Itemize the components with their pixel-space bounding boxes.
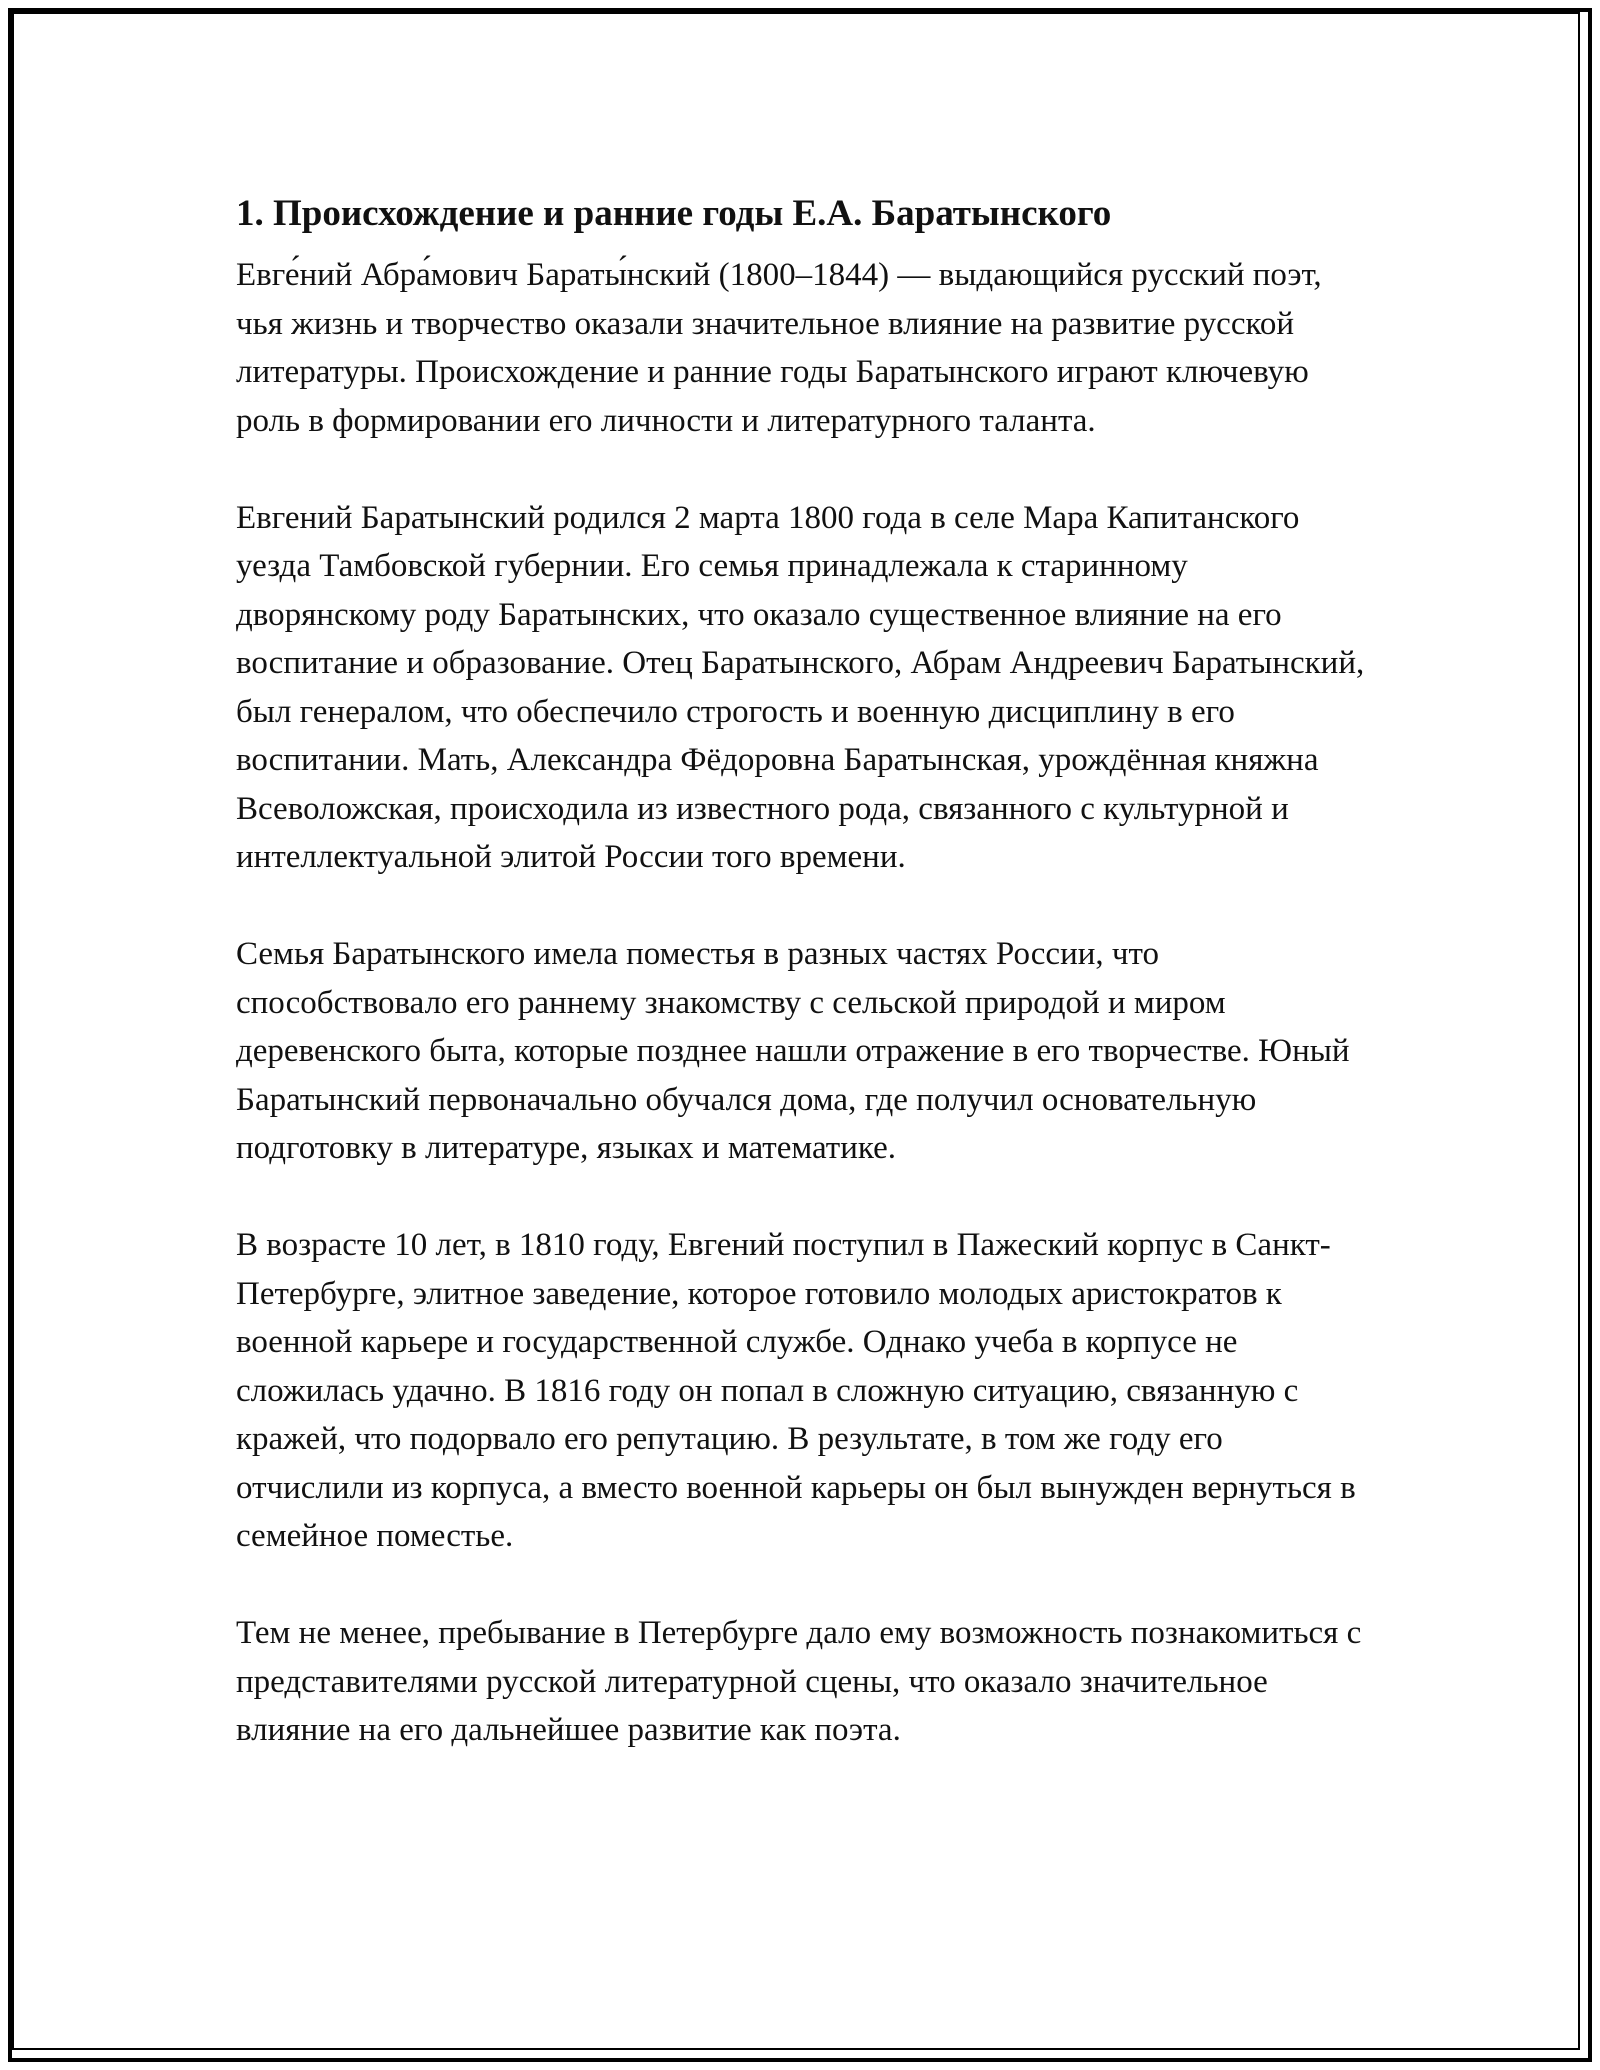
paragraph-intro: Евге́ний Абра́мович Бараты́нский (1800–1844) — выдающийся русский поэт, чья жизнь и творчество оказали значительное влияние на развитие русской литературы. Происхождение и ранние годы Баратынского играют ключевую роль в формировании его личности и литературного таланта. bbox=[236, 257, 1322, 439]
paragraph-page-corps: В возрасте 10 лет, в 1810 году, Евгений поступил в Пажеский корпус в Санкт-Петербурге, элитное заведение, которое готовило молодых аристократов к военной карьере и государственной службе. Однако учеба в корпусе не сложилась удачно. В 1816 году он попал в сложную ситуацию, связанную с кражей, что подорвало его репутацию. В результате, в том же году его отчислили из корпуса, а вместо военной карьеры он был вынужден вернуться в семейное поместье. bbox=[236, 1227, 1356, 1554]
section-heading: 1. Происхождение и ранние годы Е.А. Баратынского bbox=[236, 193, 1112, 234]
document-body bbox=[236, 186, 1376, 1755]
paragraph-childhood: Семья Баратынского имела поместья в разных частях России, что способствовало его раннему знакомству с сельской природой и миром деревенского быта, которые позднее нашли отражение в его творчестве. Юный Баратынский первоначально обучался дома, где получил основательную подготовку в литературе, языках и математике. bbox=[236, 936, 1350, 1166]
paragraph-family: Евгений Баратынский родился 2 марта 1800 года в селе Мара Капитанского уезда Тамбовской губернии. Его семья принадлежала к старинному дворянскому роду Баратынских, что оказало существенное влияние на его воспитание и образование. Отец Баратынского, Абрам Андреевич Баратынский, был генералом, что обеспечило строгость и военную дисциплину в его воспитании. Мать, Александра Фёдоровна Баратынская, урождённая княжна Всеволожская, происходила из известного рода, связанного с культурной и интеллектуальной элитой России того времени. bbox=[236, 499, 1365, 875]
paragraph-petersburg: Тем не менее, пребывание в Петербурге дало ему возможность познакомиться с представителями русской литературной сцены, что оказало значительное влияние на его дальнейшее развитие как поэта. bbox=[236, 1615, 1362, 1748]
